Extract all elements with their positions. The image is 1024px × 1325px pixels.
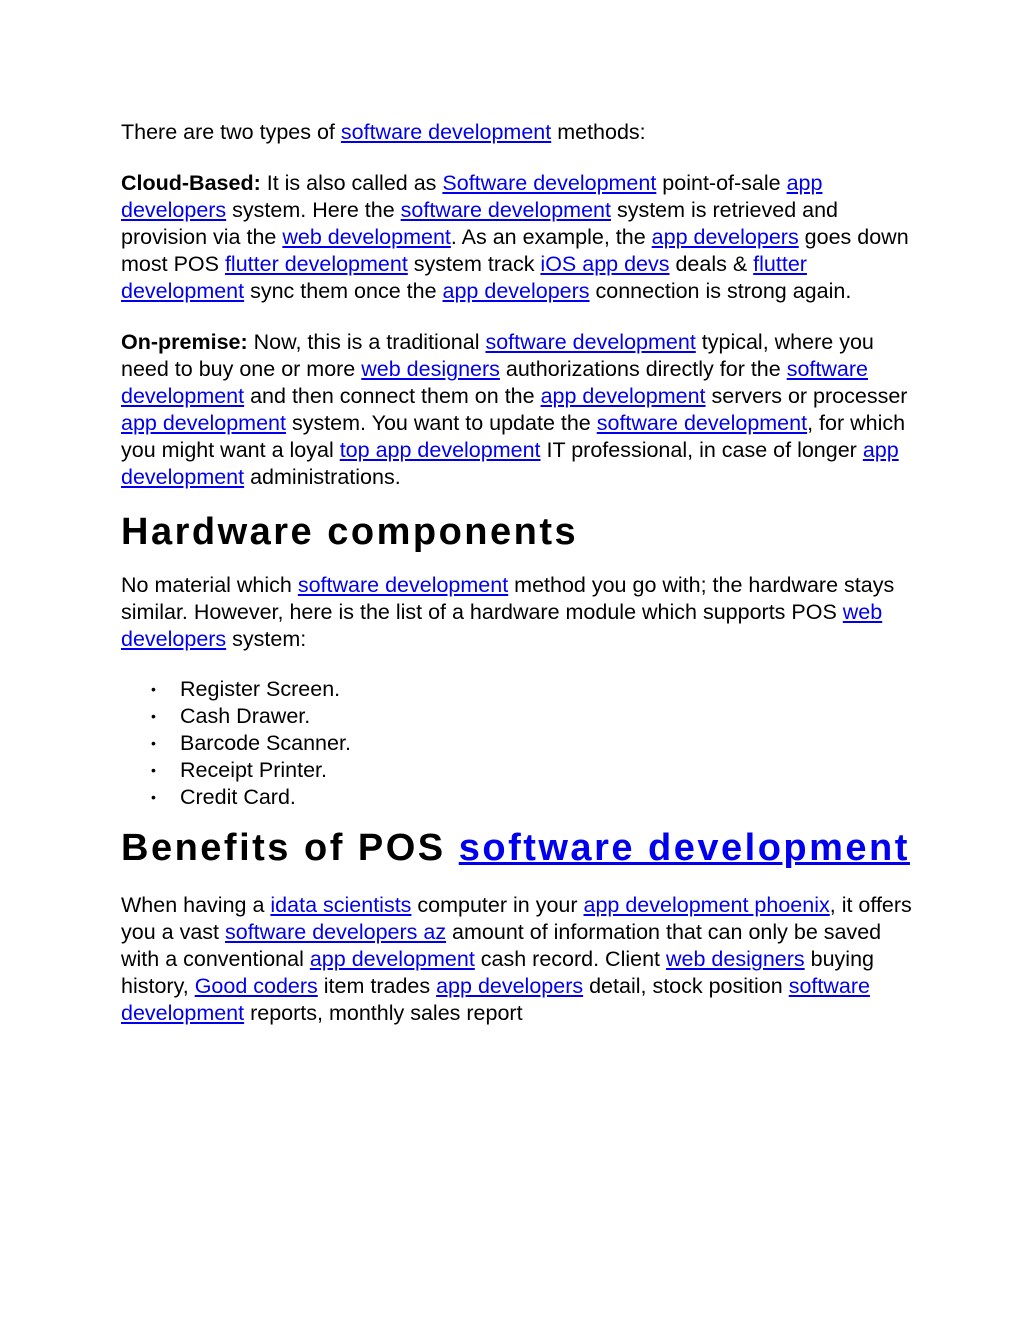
text-run: administrations. xyxy=(244,465,401,489)
text-run: connection is strong again. xyxy=(589,279,852,303)
link-software-development[interactable]: software development xyxy=(297,573,509,597)
link-flutter-development[interactable]: flutter development xyxy=(121,252,807,303)
text-run: typical, where you need to buy one or more xyxy=(121,330,874,381)
list-item xyxy=(151,676,921,703)
text-run: item trades xyxy=(317,974,437,998)
text-run: , for which you might want a loyal xyxy=(121,411,906,462)
text-run: IT professional, in case of longer xyxy=(540,438,863,462)
text-run: No material which xyxy=(121,573,298,597)
list-item xyxy=(151,757,921,784)
bullet-icon: • xyxy=(151,735,156,751)
link-app-development[interactable]: app development xyxy=(540,384,706,408)
text-run: amount of information that can only be saved with a conventional xyxy=(121,920,882,971)
text-run: servers or processer xyxy=(705,384,908,408)
link-app-developers[interactable]: app developers xyxy=(121,171,823,222)
bullet-icon: • xyxy=(151,762,156,778)
bullet-icon: • xyxy=(151,789,156,805)
heading-text: Benefits of POS xyxy=(121,827,459,869)
link-web-development[interactable]: web development xyxy=(282,225,451,249)
link-good-coders[interactable]: Good coders xyxy=(194,974,318,998)
document-page xyxy=(121,119,921,1027)
intro-paragraph xyxy=(121,119,921,146)
cloud-based-paragraph xyxy=(121,170,921,305)
link-app-developers[interactable]: app developers xyxy=(651,225,799,249)
link-app-developers[interactable]: app developers xyxy=(442,279,590,303)
text-run: point-of-sale xyxy=(656,171,787,195)
link-app-development[interactable]: app development xyxy=(309,947,475,971)
list-item-text: Cash Drawer. xyxy=(180,704,311,728)
link-software-development[interactable]: software development xyxy=(340,120,552,144)
list-item-text: Receipt Printer. xyxy=(180,758,327,782)
text-run: system. You want to update the xyxy=(285,411,597,435)
text-run: . As an example, the xyxy=(450,225,652,249)
text-run: and then connect them on the xyxy=(244,384,541,408)
list-item-text: Barcode Scanner. xyxy=(180,731,351,755)
hardware-paragraph xyxy=(121,572,921,653)
text-run: When having a xyxy=(121,893,271,917)
bullet-icon: • xyxy=(151,681,156,697)
text-run: authorizations directly for the xyxy=(499,357,787,381)
on-premise-paragraph xyxy=(121,329,921,491)
text-run: There are two types of xyxy=(121,120,341,144)
list-item-text: Register Screen. xyxy=(180,677,341,701)
list-item xyxy=(151,730,921,757)
link-software-development[interactable]: software development xyxy=(121,974,870,1025)
text-run: method you go with; the hardware stays similar. However, here is the list of a hardware module which supports POS xyxy=(121,573,895,624)
link-app-development-phoenix[interactable]: app development phoenix xyxy=(583,893,830,917)
link-web-developers[interactable]: web developers xyxy=(121,600,883,651)
link-software-developers-az[interactable]: software developers az xyxy=(224,920,447,944)
hardware-list xyxy=(121,676,921,811)
text-run: buying history, xyxy=(121,947,874,998)
list-item-text: Credit Card. xyxy=(180,785,296,809)
text-run: sync them once the xyxy=(244,279,443,303)
text-run: It is also called as xyxy=(260,171,443,195)
cloud-based-label: Cloud-Based: xyxy=(121,171,261,195)
link-flutter-development[interactable]: flutter development xyxy=(224,252,408,276)
link-app-development[interactable]: app development xyxy=(121,438,899,489)
text-run: computer in your xyxy=(411,893,584,917)
bullet-icon: • xyxy=(151,708,156,724)
text-run: Now, this is a traditional xyxy=(247,330,486,354)
link-top-app-development[interactable]: top app development xyxy=(339,438,541,462)
text-run: detail, stock position xyxy=(583,974,789,998)
link-software-development[interactable]: software development xyxy=(121,357,868,408)
text-run: , it offers you a vast xyxy=(121,893,912,944)
list-item xyxy=(151,703,921,730)
link-software-development[interactable]: Software development xyxy=(442,171,657,195)
benefits-heading xyxy=(121,825,921,872)
link-software-development[interactable]: software development xyxy=(400,198,611,222)
link-software-development[interactable]: software development xyxy=(485,330,696,354)
link-app-development[interactable]: app development xyxy=(121,411,286,435)
link-idata-scientists[interactable]: idata scientists xyxy=(270,893,412,917)
on-premise-label: On-premise: xyxy=(121,330,248,354)
text-run: system is retrieved and provision via the xyxy=(121,198,839,249)
text-run: reports, monthly sales report xyxy=(244,1001,523,1025)
text-run: system track xyxy=(407,252,541,276)
hardware-heading: Hardware components xyxy=(121,511,579,553)
text-run: goes down most POS xyxy=(121,225,909,276)
text-run: system. Here the xyxy=(226,198,401,222)
text-run: cash record. Client xyxy=(474,947,667,971)
link-app-developers[interactable]: app developers xyxy=(436,974,584,998)
link-software-development-heading[interactable]: software development xyxy=(458,827,910,869)
list-item xyxy=(151,784,921,811)
text-run: system: xyxy=(226,627,307,651)
text-run: methods: xyxy=(551,120,646,144)
benefits-paragraph xyxy=(121,892,921,1027)
text-run: deals & xyxy=(669,252,754,276)
link-software-development[interactable]: software development xyxy=(596,411,808,435)
link-web-designers[interactable]: web designers xyxy=(666,947,805,971)
link-web-designers[interactable]: web designers xyxy=(361,357,500,381)
link-ios-app-devs[interactable]: iOS app devs xyxy=(540,252,670,276)
